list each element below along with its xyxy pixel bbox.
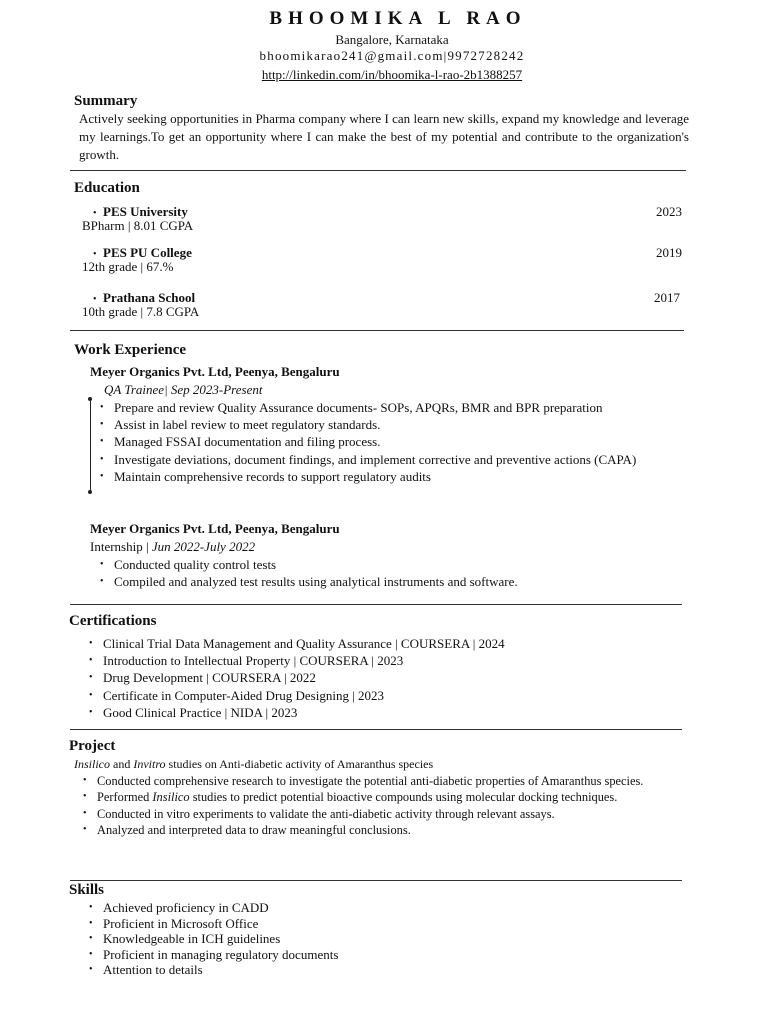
- timeline-end-dot: [88, 490, 92, 494]
- project-title: Insilico and Invitro studies on Anti-diabetic activity of Amaranthus species: [74, 757, 434, 771]
- job-role: QA Trainee| Sep 2023-Present: [104, 382, 263, 397]
- linkedin-link[interactable]: http://linkedin.com/in/bhoomika-l-rao-2b1388257: [261, 67, 523, 82]
- contact-line: bhoomikarao241@gmail.com|9972728242: [259, 48, 525, 63]
- list-item: • Proficient in managing regulatory documents: [89, 947, 489, 963]
- education-institution: PES PU College: [103, 245, 192, 260]
- education-year: 2019: [656, 245, 682, 260]
- education-item: • PES PU College: [93, 245, 192, 260]
- list-item: • Introduction to Intellectual Property | COURSERA | 2023: [89, 652, 689, 669]
- list-item: • Conducted in vitro experiments to validate the anti-diabetic activity through relevant assays.: [83, 806, 676, 822]
- education-detail: 12th grade | 67.%: [82, 259, 174, 274]
- divider: [70, 330, 684, 331]
- list-item: • Certificate in Computer-Aided Drug Designing | 2023: [89, 687, 689, 704]
- education-heading: Education: [74, 180, 140, 196]
- education-year: 2017: [654, 290, 680, 305]
- education-item: • Prathana School: [93, 290, 196, 305]
- list-item: • Knowledgeable in ICH guidelines: [89, 931, 489, 947]
- list-item: • Investigate deviations, document findings, and implement corrective and preventive actions (CAPA): [100, 451, 679, 468]
- job-company: Meyer Organics Pvt. Ltd, Peenya, Bengaluru: [90, 364, 340, 379]
- skills-heading: Skills: [69, 882, 105, 898]
- list-item: • Assist in label review to meet regulatory standards.: [100, 416, 700, 433]
- list-item: • Managed FSSAI documentation and filing process.: [100, 433, 700, 450]
- divider: [70, 729, 682, 730]
- job-company: Meyer Organics Pvt. Ltd, Peenya, Bengaluru: [90, 521, 340, 536]
- list-item: • Performed Insilico studies to predict potential bioactive compounds using molecular docking techniques.: [83, 789, 676, 805]
- divider: [70, 604, 682, 605]
- project-bullets: [83, 773, 676, 839]
- list-item: • Attention to details: [89, 962, 489, 978]
- divider: [70, 170, 686, 171]
- skills-list: [89, 900, 489, 978]
- education-institution: Prathana School: [103, 290, 196, 305]
- list-item: • Conducted comprehensive research to investigate the potential anti-diabetic properties of Amaranthus species.: [83, 773, 676, 789]
- list-item: • Drug Development | COURSERA | 2022: [89, 669, 689, 686]
- list-item: • Conducted quality control tests: [100, 556, 700, 573]
- timeline-line: [90, 400, 91, 492]
- education-institution: PES University: [103, 204, 188, 219]
- project-heading: Project: [69, 738, 116, 754]
- job-bullets: [100, 556, 700, 590]
- work-heading: Work Experience: [74, 342, 187, 358]
- education-detail: BPharm | 8.01 CGPA: [82, 218, 194, 233]
- candidate-name: BHOOMIKA L RAO: [269, 8, 527, 29]
- certifications-list: [89, 635, 689, 721]
- location: Bangalore, Karnataka: [335, 32, 449, 47]
- list-item: • Analyzed and interpreted data to draw meaningful conclusions.: [83, 822, 676, 838]
- job-role: Internship | Jun 2022-July 2022: [90, 539, 256, 554]
- list-item: • Achieved proficiency in CADD: [89, 900, 489, 916]
- job-bullets: [100, 399, 700, 485]
- list-item: • Good Clinical Practice | NIDA | 2023: [89, 704, 689, 721]
- summary-text: Actively seeking opportunities in Pharma company where I can learn new skills, expand my knowledge and leverage my learnings.To get an opportunity where I can make the best of my potential and contribute to the organization's growth.: [79, 111, 689, 162]
- list-item: • Clinical Trial Data Management and Quality Assurance | COURSERA | 2024: [89, 635, 689, 652]
- certifications-heading: Certifications: [69, 613, 157, 629]
- list-item: • Compiled and analyzed test results using analytical instruments and software.: [100, 573, 700, 590]
- education-year: 2023: [656, 204, 682, 219]
- summary-heading: Summary: [74, 93, 138, 109]
- education-detail: 10th grade | 7.8 CGPA: [82, 304, 200, 319]
- divider: [70, 880, 682, 881]
- list-item: • Maintain comprehensive records to support regulatory audits: [100, 468, 700, 485]
- list-item: • Proficient in Microsoft Office: [89, 916, 489, 932]
- list-item: • Prepare and review Quality Assurance documents- SOPs, APQRs, BMR and BPR preparation: [100, 399, 700, 416]
- education-item: • PES University: [93, 204, 188, 219]
